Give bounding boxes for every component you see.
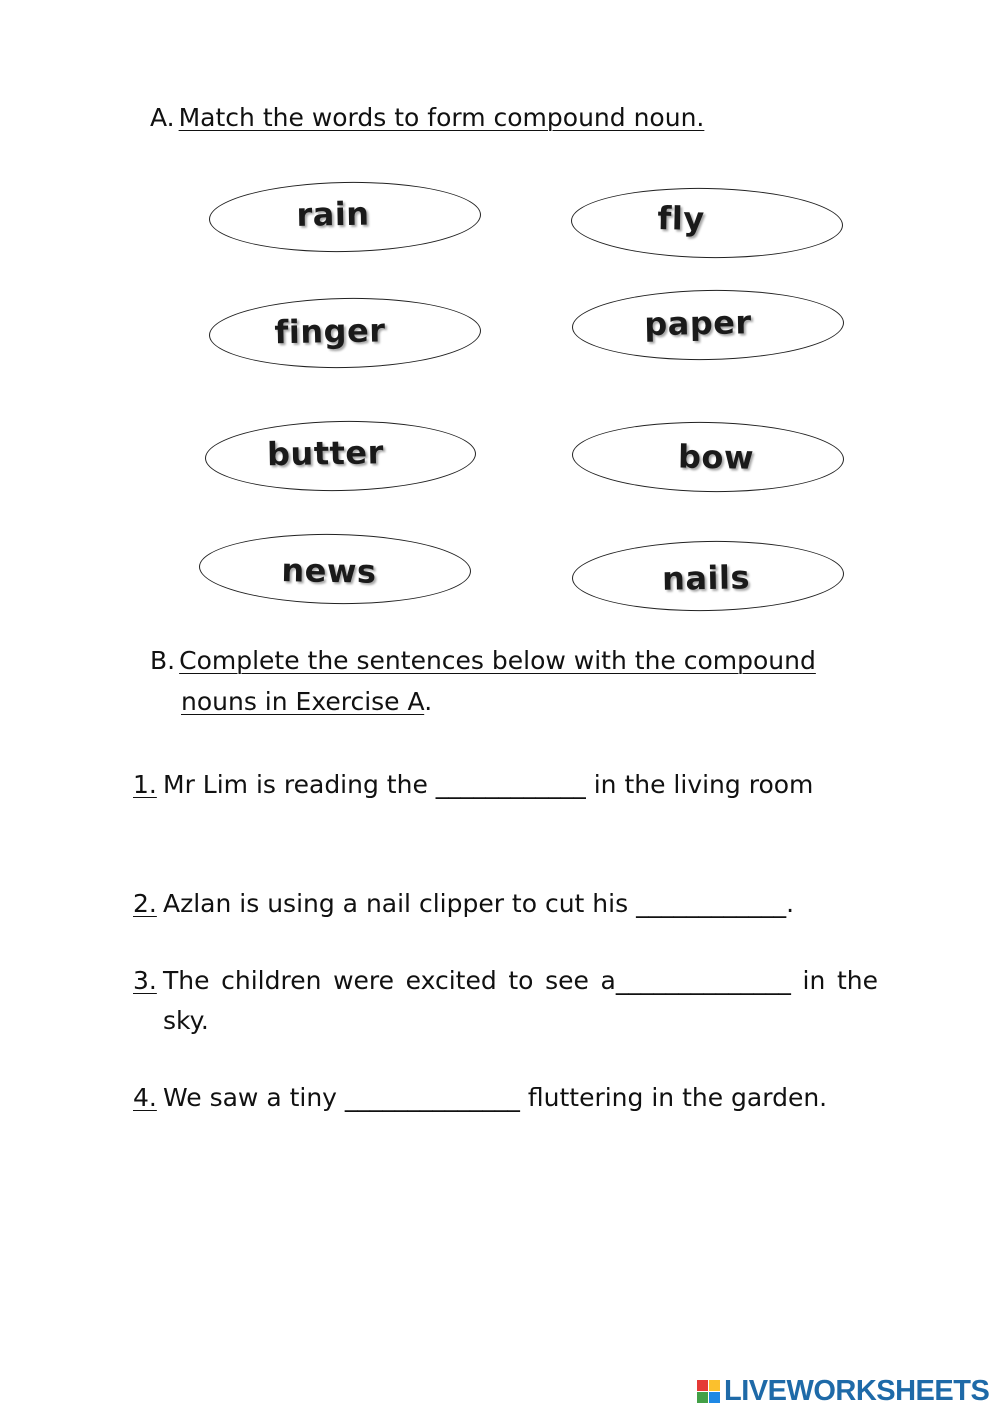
section-b-instruction-line1: Complete the sentences below with the compound [179, 646, 816, 675]
word-right-2: paper [643, 303, 752, 344]
word-oval-right-1[interactable] [570, 186, 843, 261]
section-a-heading [150, 97, 704, 138]
question-text: We saw a tiny ______________ fluttering in the garden. [163, 1083, 828, 1112]
logo-square-2 [709, 1380, 720, 1391]
section-b-instruction-suffix: . [424, 687, 433, 716]
word-oval-right-3[interactable] [571, 420, 844, 495]
question-number: 1. [133, 770, 157, 799]
word-oval-left-4[interactable] [198, 532, 471, 607]
word-oval-right-2[interactable] [571, 288, 844, 363]
liveworksheets-logo-icon [697, 1380, 720, 1403]
word-left-3: butter [266, 433, 385, 474]
liveworksheets-logo[interactable] [697, 1375, 989, 1408]
section-b-instruction-line2-wrap [150, 681, 890, 722]
question-text: The children were excited to see a______________ in the sky. [163, 966, 878, 1035]
word-left-1: rain [296, 194, 370, 234]
word-oval-left-3[interactable] [204, 419, 476, 494]
logo-square-1 [697, 1380, 708, 1391]
question-text: Mr Lim is reading the ____________ in the living room [163, 770, 814, 799]
question-2 [133, 884, 878, 924]
section-b-letter: B. [150, 646, 176, 675]
section-b-instruction-line2: nouns in Exercise A [181, 687, 425, 716]
word-right-1: fly [657, 199, 706, 238]
word-right-3: bow [677, 437, 755, 477]
logo-square-3 [697, 1392, 708, 1403]
question-4 [133, 1078, 878, 1118]
question-3 [133, 961, 878, 1041]
liveworksheets-brand-text: LIVEWORKSHEETS [724, 1375, 990, 1407]
word-oval-right-4[interactable] [571, 539, 844, 614]
section-a-letter: A. [150, 103, 175, 132]
logo-square-4 [709, 1392, 720, 1403]
question-number: 2. [133, 889, 157, 918]
word-left-4: news [281, 551, 377, 591]
question-text: Azlan is using a nail clipper to cut his ____________. [163, 889, 795, 918]
question-number: 4. [133, 1083, 157, 1112]
section-a-instruction: Match the words to form compound noun. [178, 103, 705, 132]
word-right-4: nails [661, 558, 751, 598]
question-number: 3. [133, 966, 157, 995]
question-1 [133, 765, 878, 805]
section-b-heading [150, 640, 890, 722]
word-oval-left-1[interactable] [208, 180, 481, 255]
word-oval-left-2[interactable] [208, 296, 481, 371]
word-left-2: finger [274, 311, 386, 352]
